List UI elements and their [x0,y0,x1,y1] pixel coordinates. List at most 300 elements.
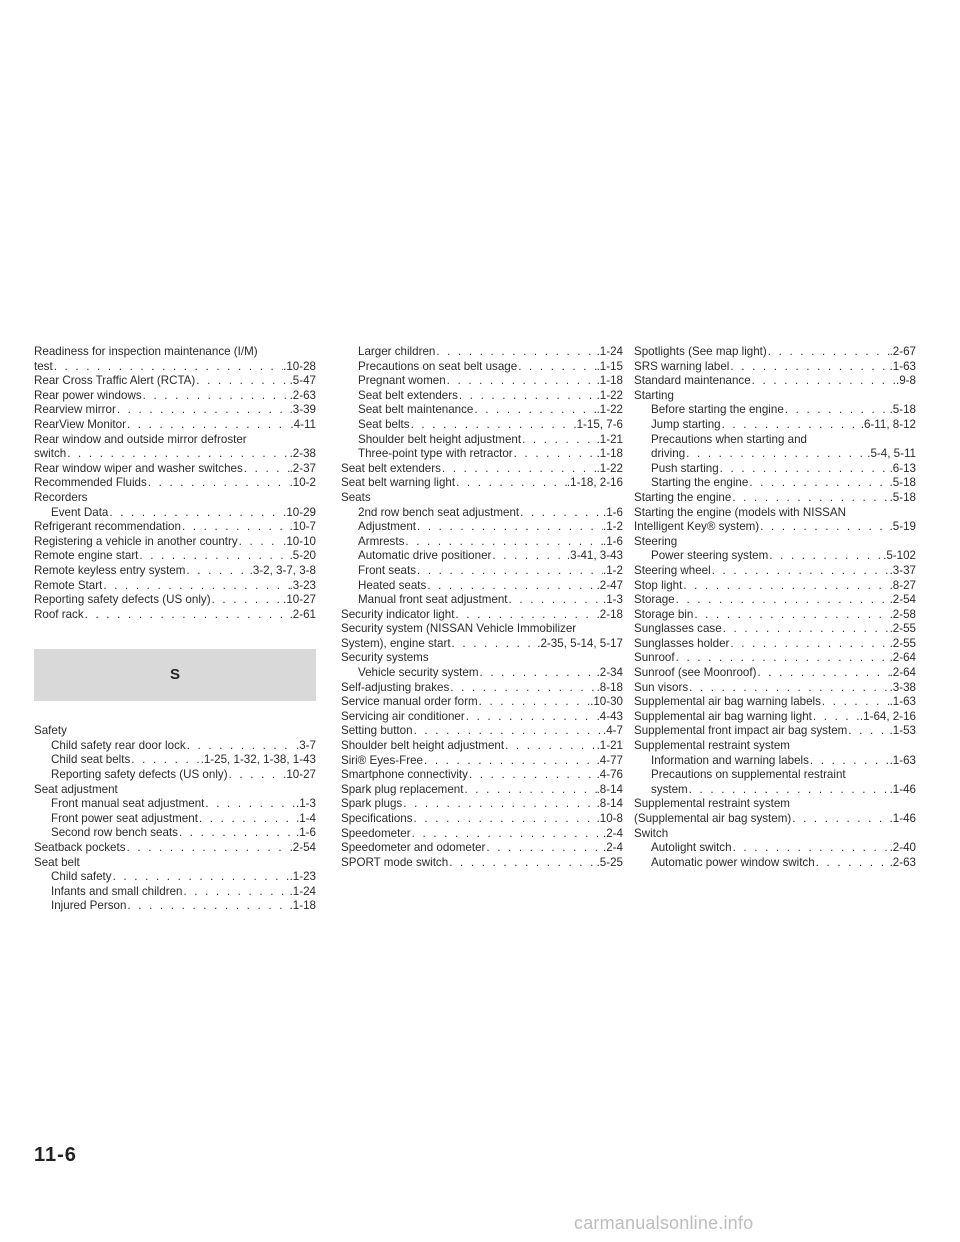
dot-leader [675,593,890,608]
dot-leader [458,389,597,404]
index-entry [341,812,623,827]
index-entry [34,768,316,783]
index-entry [34,812,316,827]
index-entry [634,345,916,360]
entry-page-ref: .3-7 [296,738,316,752]
index-entry [341,433,623,448]
dot-leader [84,608,290,623]
entry-page-ref: .2-47 [596,578,623,592]
dot-leader [446,374,597,389]
entry-label: Remote engine start [34,549,139,563]
index-entry [634,360,916,375]
index-heading: Starting the engine (models with NISSAN [634,505,847,519]
entry-page-ref: .1-18 [596,447,623,461]
dot-leader [719,462,890,477]
entry-label: Child safety rear door lock [51,738,186,752]
entry-page-ref: .10-27 [283,593,316,607]
index-entry [341,856,623,871]
entry-page-ref: .8-14 [596,782,623,796]
index-entry [634,724,916,739]
entry-page-ref: .10-2 [289,476,316,490]
dot-leader [435,345,596,360]
entry-page-ref: .9-8 [896,374,916,388]
entry-label: Event Data [51,505,109,519]
index-entry [34,389,316,404]
dot-leader [711,564,890,579]
entry-label: Storage bin [634,607,694,621]
entry-label: Shoulder belt height adjustment [358,432,522,446]
entry-label: Self-adjusting brakes [341,680,450,694]
entry-label: Reporting safety defects (US only) [34,593,211,607]
index-entry [634,622,916,637]
index-entry [634,462,916,477]
dot-leader [211,593,284,608]
dot-leader [402,797,596,812]
dot-leader [768,549,883,564]
entry-page-ref: .2-38 [289,447,316,461]
entry-label: Heated seats [358,578,427,592]
index-entry [34,739,316,754]
index-entry [341,666,623,681]
entry-label: Speedometer [341,826,411,840]
entry-label: Recommended Fluids [34,476,147,490]
index-heading: Seat belt [34,855,80,869]
dot-leader [126,841,290,856]
index-column-3 [634,345,916,870]
dot-leader [204,797,296,812]
entry-label: Refrigerant recommendation [34,520,181,534]
entry-label: Siri® Eyes-Free [341,753,423,767]
dot-leader [693,608,889,623]
dot-leader [142,389,290,404]
entry-page-ref: .2-58 [889,607,916,621]
index-entry [634,549,916,564]
entry-page-ref: .8-18 [596,680,623,694]
entry-page-ref: .1-3 [603,593,623,607]
dot-leader [182,885,289,900]
dot-leader [463,783,596,798]
index-heading: Precautions on supplemental restraint [651,768,846,782]
entry-label: System), engine start [341,636,451,650]
index-entry [634,608,916,623]
entry-label: Spark plug replacement [341,782,464,796]
index-entry [634,418,916,433]
index-entry [634,812,916,827]
index-entry [634,856,916,871]
index-entry [34,753,316,768]
entry-page-ref: .2-67 [889,345,916,358]
dot-leader [767,345,890,360]
dot-leader [53,360,283,375]
entry-page-ref: .1-63 [889,753,916,767]
entry-label: Sunglasses case [634,622,722,636]
index-entry [34,462,316,477]
dot-leader [147,476,290,491]
dot-leader [682,579,889,594]
entry-page-ref: .10-7 [289,520,316,534]
index-heading: Readiness for inspection maintenance (I/M) [34,345,258,358]
dot-leader [812,710,860,725]
entry-page-ref: .1-53 [889,724,916,738]
dot-leader [675,651,890,666]
entry-label: Starting the engine [634,490,732,504]
entry-page-ref: .1-6 [296,826,316,840]
index-heading: Steering [634,534,678,548]
entry-label: Speedometer and odometer [341,841,486,855]
entry-page-ref: .10-10 [283,534,316,548]
dot-leader [479,666,597,681]
dot-leader [756,666,889,681]
entry-label: Injured Person [51,899,127,913]
index-entry [634,754,916,769]
entry-label: Sunglasses holder [634,636,730,650]
entry-label: Sun visors [634,680,689,694]
dot-leader [508,593,604,608]
entry-label: Manual front seat adjustment [358,593,508,607]
index-entry [34,899,316,914]
index-entry [341,579,623,594]
entry-page-ref: .1-15, 7-6 [573,417,623,431]
entry-label: Seat belt warning light [341,476,456,490]
index-entry [34,841,316,856]
dot-leader [468,768,597,783]
entry-page-ref: .2-4 [603,826,623,840]
index-entry [34,885,316,900]
dot-leader [491,549,567,564]
index-entry [634,681,916,696]
index-entry [341,476,623,491]
dot-leader [181,520,290,535]
index-entry [341,724,623,739]
entry-label: Front power seat adjustment [51,811,198,825]
index-entry [634,651,916,666]
index-column-2 [341,345,623,870]
dot-leader [410,418,574,433]
index-entry [634,710,916,725]
section-header: S [34,649,316,701]
entry-page-ref: .2-40 [889,841,916,855]
entry-page-ref: .1-63 [889,359,916,373]
index-entry [634,666,916,681]
dot-leader [473,403,596,418]
entry-label: Jump starting [651,417,721,431]
entry-label: Child seat belts [51,753,131,767]
dot-leader [126,418,290,433]
index-entry [634,403,916,418]
entry-label: Setting button [341,724,413,738]
entry-page-ref: .3-41, 3-43 [566,549,623,563]
entry-label: Information and warning labels [651,753,809,767]
entry-label: Rear Cross Traffic Alert (RCTA) [34,374,196,388]
index-entry [341,403,623,418]
entry-label: Shoulder belt height adjustment [341,739,505,753]
dot-leader [517,360,596,375]
dot-leader [185,564,249,579]
entry-label: Service manual order form [341,695,478,709]
entry-label: Reporting safety defects (US only) [51,768,228,782]
entry-page-ref: .1-21 [596,432,623,446]
entry-page-ref: .1-46 [889,782,916,796]
entry-label: Smartphone connectivity [341,768,468,782]
dot-leader [66,447,289,462]
dot-leader [513,447,597,462]
dot-leader [454,608,596,623]
dot-leader [784,403,890,418]
dot-leader [729,360,889,375]
dot-leader [426,579,596,594]
entry-label: Standard maintenance [634,374,751,388]
index-column-1 [34,345,316,914]
entry-label: Sunroof [634,651,675,665]
entry-label: RearView Monitor [34,417,126,431]
page-number: 11-6 [34,1144,77,1166]
dot-leader [404,535,603,550]
index-entry [34,506,316,521]
dot-leader [759,520,889,535]
dot-leader [809,754,890,769]
entry-label: Armrests [358,534,405,548]
entry-page-ref: .10-29 [283,505,316,519]
index-entry [634,447,916,462]
entry-label: Sunroof (see Moonroof) [634,666,757,680]
entry-page-ref: .1-24 [596,345,623,358]
entry-label: Remote keyless entry system [34,563,186,577]
dot-leader [449,681,596,696]
dot-leader [451,637,538,652]
dot-leader [519,506,603,521]
index-entry [341,637,623,652]
entry-page-ref: .1-18 [289,899,316,913]
entry-label: Pregnant women [358,374,446,388]
entry-label: Infants and small children [51,884,183,898]
index-entry [34,418,316,433]
index-heading: Starting [634,388,674,402]
entry-label: Registering a vehicle in another country [34,534,238,548]
entry-page-ref: .1-21 [596,739,623,753]
entry-label: Starting the engine [651,476,749,490]
index-entry [34,520,316,535]
dot-leader [847,724,889,739]
index-heading: Rear window and outside mirror defroster [34,432,247,446]
index-entry [341,564,623,579]
index-entry [341,768,623,783]
index-entry [341,710,623,725]
dot-leader [731,491,889,506]
dot-leader [413,724,603,739]
entry-label: Roof rack [34,607,84,621]
entry-page-ref: .1-22 [596,461,623,475]
dot-leader [688,681,889,696]
index-entry [341,374,623,389]
entry-page-ref: .5-20 [289,549,316,563]
entry-page-ref: .1-22 [596,403,623,417]
watermark: carmanualsonline.info [574,1213,754,1233]
entry-page-ref: .5-18 [889,403,916,417]
entry-page-ref: .5-25 [596,855,623,869]
dot-leader [748,476,889,491]
dot-leader [112,870,290,885]
entry-page-ref: .1-24 [289,884,316,898]
index-entry [341,389,623,404]
index-entry [341,593,623,608]
entry-page-ref: .2-35, 5-14, 5-17 [537,636,623,650]
dot-leader [138,549,289,564]
entry-page-ref: .4-77 [596,753,623,767]
index-entry [341,608,623,623]
index-entry [34,593,316,608]
index-entry [341,506,623,521]
index-heading: Recorders [34,490,88,504]
index-heading: Supplemental restraint system [634,739,790,753]
entry-page-ref: .1-22 [596,388,623,402]
dot-leader [465,710,597,725]
dot-leader [195,374,289,389]
dot-leader [791,812,889,827]
index-entry [34,579,316,594]
entry-page-ref: .8-14 [596,797,623,811]
entry-page-ref: .3-23 [289,578,316,592]
entry-page-ref: .3-37 [889,563,916,577]
dot-leader [423,754,597,769]
index-entry [341,695,623,710]
dot-leader [732,841,890,856]
index-entry [341,360,623,375]
entry-label: system [651,782,688,796]
entry-page-ref: .10-8 [596,812,623,825]
index-entry [341,841,623,856]
index-entry [341,754,623,769]
index-entry [634,491,916,506]
entry-label: Rear window wiper and washer switches [34,461,243,475]
dot-leader [108,506,283,521]
dot-leader [455,476,567,491]
entry-page-ref: .1-18 [596,374,623,388]
entry-page-ref: .4-7 [603,724,623,738]
entry-label: 2nd row bench seat adjustment [358,505,520,519]
entry-label: Remote Start [34,578,103,592]
entry-page-ref: .1-2 [603,563,623,577]
index-heading: Seats [341,490,371,504]
entry-page-ref: .2-64 [889,666,916,680]
entry-page-ref: .5-47 [289,374,316,388]
dot-leader [186,739,296,754]
index-entry [34,447,316,462]
dot-leader [116,403,290,418]
entry-label: SPORT mode switch [341,855,449,869]
index-entry [34,403,316,418]
entry-page-ref: .2-4 [603,841,623,855]
dot-leader [485,841,603,856]
entry-page-ref: .2-54 [889,593,916,607]
entry-label: Three-point type with retractor [358,447,513,461]
entry-label: Before starting the engine [651,403,784,417]
entry-label: Steering wheel [634,563,711,577]
entry-label: test [34,359,53,373]
index-entry [34,374,316,389]
index-entry [634,841,916,856]
index-entry [341,797,623,812]
entry-label: Supplemental front impact air bag system [634,724,848,738]
entry-page-ref: .1-6 [603,505,623,519]
entry-page-ref: .5-18 [889,490,916,504]
entry-label: Supplemental air bag warning labels [634,695,821,709]
index-entry [34,870,316,885]
entry-page-ref: .2-55 [889,622,916,636]
index-entry [341,520,623,535]
entry-page-ref: .3-38 [889,680,916,694]
index-entry [34,360,316,375]
dot-leader [821,695,890,710]
index-entry [341,549,623,564]
dot-leader [411,827,603,842]
entry-label: Spotlights (See map light) [634,345,767,358]
entry-label: Second row bench seats [51,826,178,840]
dot-leader [685,447,867,462]
entry-label: Autolight switch [651,841,732,855]
entry-label: Seat belts [358,417,410,431]
entry-label: switch [34,447,67,461]
dot-leader [416,564,603,579]
index-entry [634,374,916,389]
index-entry [341,739,623,754]
entry-page-ref: .1-4 [296,811,316,825]
index-entry [34,535,316,550]
entry-label: Precautions on seat belt usage [358,359,518,373]
index-entry [634,637,916,652]
index-entry [634,695,916,710]
dot-leader [243,462,290,477]
entry-page-ref: .1-15 [596,359,623,373]
entry-page-ref: .2-34 [596,666,623,680]
entry-label: Rear power windows [34,388,142,402]
entry-page-ref: .2-61 [289,607,316,621]
dot-leader [688,783,890,798]
entry-label: Storage [634,593,675,607]
entry-page-ref: .8-27 [889,578,916,592]
entry-page-ref: .6-11, 8-12 [860,417,916,431]
entry-page-ref: .4-76 [596,768,623,782]
entry-page-ref: .4-43 [596,709,623,723]
dot-leader [413,812,597,827]
entry-page-ref: .3-2, 3-7, 3-8 [249,563,316,577]
entry-page-ref: .2-63 [289,388,316,402]
index-entry [341,535,623,550]
dot-leader [721,418,861,433]
entry-page-ref: .6-13 [889,461,916,475]
index-heading: Supplemental restraint system [634,797,790,811]
entry-label: SRS warning label [634,359,730,373]
entry-label: Stop light [634,578,683,592]
index-entry [34,549,316,564]
dot-leader [521,433,596,448]
index-entry [341,681,623,696]
entry-page-ref: .1-18, 2-16 [566,476,623,490]
dot-leader [751,374,896,389]
dot-leader [130,753,200,768]
index-heading: Security systems [341,651,429,665]
entry-page-ref: .5-18 [889,476,916,490]
dot-leader [126,899,289,914]
entry-label: Push starting [651,461,719,475]
dot-leader [729,637,889,652]
entry-page-ref: .5-19 [889,520,916,534]
entry-page-ref: .1-6 [603,534,623,548]
entry-label: Front manual seat adjustment [51,797,205,811]
entry-label: Security indicator light [341,607,455,621]
entry-page-ref: .2-55 [889,636,916,650]
index-heading: Security system (NISSAN Vehicle Immobilizer [341,622,577,636]
entry-label: Larger children [358,345,436,358]
